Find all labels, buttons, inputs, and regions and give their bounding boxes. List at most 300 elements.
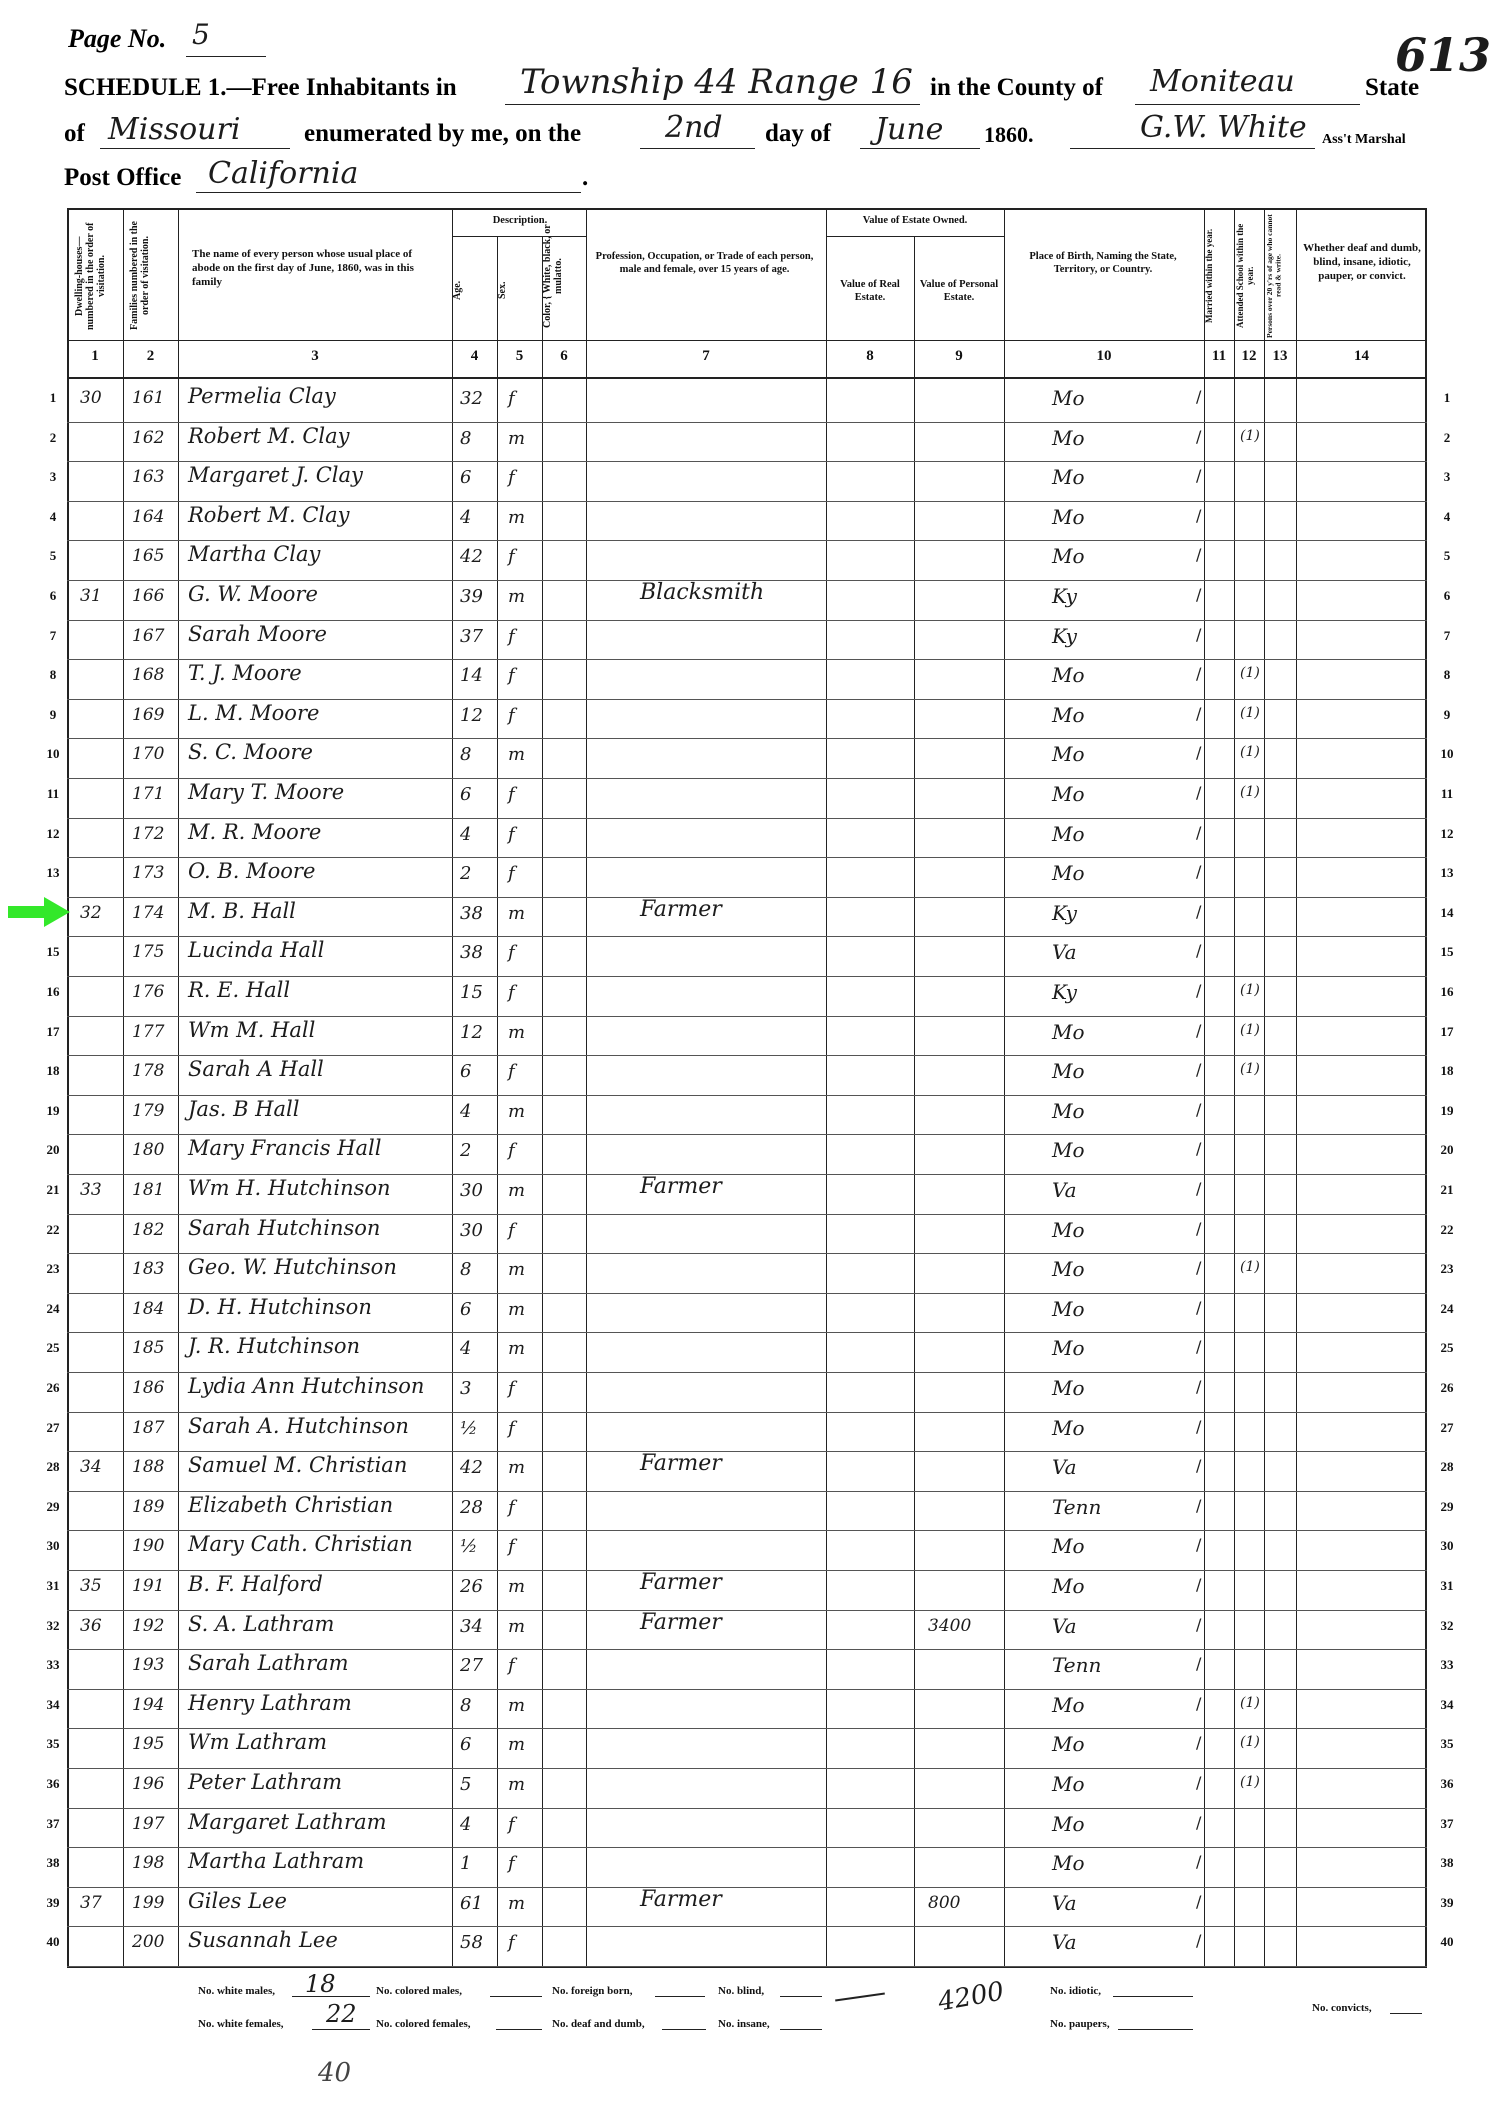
personal-estate-value: 800	[928, 1893, 961, 1913]
rule-line	[67, 1293, 1427, 1294]
line-number-right: 5	[1443, 548, 1451, 563]
rule-line	[67, 897, 1427, 898]
month: June	[875, 112, 944, 147]
rule-line	[67, 1887, 1427, 1888]
attended-school-mark: (1)	[1240, 784, 1260, 800]
person-age: 34	[460, 1616, 483, 1637]
tally-check-mark: /	[1196, 1377, 1202, 1396]
line-number-left: 21	[46, 1182, 60, 1197]
birthplace: Mo	[1052, 1376, 1085, 1400]
line-number-left: 38	[46, 1855, 60, 1870]
person-age: 8	[460, 744, 472, 765]
tally-check-mark: /	[1196, 1100, 1202, 1119]
birthplace: Mo	[1052, 663, 1085, 687]
occupation: Farmer	[640, 1451, 722, 1476]
line-number-right: 23	[1440, 1261, 1454, 1276]
person-sex: m	[508, 1180, 526, 1201]
attended-school-mark: (1)	[1240, 1695, 1260, 1711]
column-number: 7	[702, 348, 710, 364]
family-number: 166	[132, 586, 165, 606]
tally-check-mark: /	[1196, 1139, 1202, 1158]
line-number-right: 9	[1443, 707, 1451, 722]
person-name: Elizabeth Christian	[188, 1493, 394, 1517]
line-number-left: 40	[46, 1934, 60, 1949]
birthplace: Mo	[1052, 426, 1085, 450]
tally-check-mark: /	[1196, 1852, 1202, 1871]
person-sex: f	[508, 1814, 515, 1835]
rule-line	[67, 1808, 1427, 1809]
rule-line	[67, 1372, 1427, 1373]
rule-line	[67, 659, 1427, 660]
rule-line	[67, 620, 1427, 621]
person-name: Mary Cath. Christian	[188, 1532, 413, 1556]
tally-check-mark: /	[1196, 1496, 1202, 1515]
birthplace: Mo	[1052, 1297, 1085, 1321]
line-number-left: 22	[46, 1222, 60, 1237]
person-sex: f	[508, 1497, 515, 1518]
family-number: 168	[132, 665, 165, 685]
line-number-left: 1	[49, 390, 57, 405]
person-age: 37	[460, 626, 483, 647]
birthplace: Ky	[1052, 980, 1077, 1004]
line-number-left: 23	[46, 1261, 60, 1276]
person-name: Wm H. Hutchinson	[188, 1176, 391, 1200]
tally-check-mark: /	[1196, 783, 1202, 802]
tally-check-mark: /	[1196, 1337, 1202, 1356]
family-number: 194	[132, 1695, 165, 1715]
rule-line	[67, 501, 1427, 502]
family-number: 200	[132, 1932, 165, 1952]
family-number: 176	[132, 982, 165, 1002]
rule-line	[67, 818, 1427, 819]
line-number-right: 10	[1440, 746, 1454, 761]
line-number-left: 11	[46, 786, 60, 801]
person-sex: f	[508, 942, 515, 963]
colored-females-label: No. colored females,	[376, 2018, 471, 2030]
attended-school-mark: (1)	[1240, 705, 1260, 721]
attended-school-mark: (1)	[1240, 1734, 1260, 1750]
birthplace: Va	[1052, 1614, 1077, 1638]
person-age: 8	[460, 428, 472, 449]
tally-check-mark: /	[1196, 1456, 1202, 1475]
birthplace: Mo	[1052, 1020, 1085, 1044]
family-number: 161	[132, 388, 165, 408]
person-sex: m	[508, 1259, 526, 1280]
line-number-right: 25	[1440, 1340, 1454, 1355]
tally-check-mark: /	[1196, 545, 1202, 564]
tally-check-mark: /	[1196, 743, 1202, 762]
rule-line	[67, 1451, 1427, 1452]
post-office-period: .	[582, 164, 589, 191]
line-number-right: 31	[1440, 1578, 1454, 1593]
person-name: Margaret J. Clay	[188, 463, 363, 487]
line-number-left: 3	[49, 469, 57, 484]
year: 1860.	[984, 122, 1034, 147]
rule-line	[542, 236, 543, 1968]
person-name: L. M. Moore	[188, 701, 320, 725]
family-number: 184	[132, 1299, 165, 1319]
person-name: D. H. Hutchinson	[188, 1295, 372, 1319]
person-sex: f	[508, 546, 515, 567]
person-name: Mary Francis Hall	[188, 1136, 382, 1160]
dwelling-number: 34	[80, 1457, 102, 1477]
blind-label: No. blind,	[718, 1985, 765, 1997]
person-name: B. F. Halford	[188, 1572, 323, 1596]
birthplace: Va	[1052, 1455, 1077, 1479]
line-number-left: 9	[49, 707, 57, 722]
rule-line	[123, 208, 124, 1968]
column-number: 4	[470, 348, 479, 364]
birthplace: Va	[1052, 940, 1077, 964]
person-name: Sarah Hutchinson	[188, 1216, 381, 1240]
person-age: ½	[460, 1536, 478, 1557]
rule-line	[67, 1174, 1427, 1175]
person-age: 4	[460, 1814, 472, 1835]
rule-line	[67, 1214, 1427, 1215]
person-age: 28	[460, 1497, 483, 1518]
person-name: Mary T. Moore	[188, 780, 345, 804]
person-age: 4	[460, 1101, 472, 1122]
post-office-label: Post Office	[64, 164, 182, 191]
tally-check-mark: /	[1196, 1298, 1202, 1317]
personal-estate-total: 4200	[935, 1976, 1007, 2018]
line-number-left: 8	[49, 667, 57, 682]
occupation: Farmer	[640, 897, 722, 922]
person-name: Wm Lathram	[188, 1730, 328, 1754]
tally-check-mark: /	[1196, 664, 1202, 683]
rule-line	[914, 236, 915, 1968]
line-number-left: 16	[46, 984, 60, 999]
person-sex: f	[508, 1536, 515, 1557]
birthplace: Tenn	[1052, 1653, 1102, 1677]
person-name: Susannah Lee	[188, 1928, 338, 1952]
line-number-right: 15	[1440, 944, 1454, 959]
line-number-right: 3	[1443, 469, 1451, 484]
deaf-dumb-label: No. deaf and dumb,	[552, 2018, 645, 2030]
person-age: 4	[460, 1338, 472, 1359]
column-number: 9	[955, 348, 963, 364]
column-number: 3	[311, 348, 319, 364]
county: Moniteau	[1150, 64, 1295, 99]
person-age: 30	[460, 1220, 483, 1241]
person-age: 61	[460, 1893, 483, 1914]
person-name: S. A. Lathram	[188, 1612, 335, 1636]
page-number: 5	[192, 18, 210, 51]
rule-line	[67, 461, 1427, 462]
tally-check-mark: /	[1196, 1535, 1202, 1554]
birthplace: Mo	[1052, 1772, 1085, 1796]
line-number-left: 25	[46, 1340, 60, 1355]
line-number-left: 20	[46, 1142, 60, 1157]
person-age: 4	[460, 824, 472, 845]
tally-check-mark: /	[1196, 387, 1202, 406]
birthplace: Ky	[1052, 624, 1077, 648]
line-number-left: 24	[46, 1301, 60, 1316]
rule-line	[67, 540, 1427, 541]
birthplace: Mo	[1052, 1416, 1085, 1440]
person-age: 3	[460, 1378, 472, 1399]
rule-line	[497, 236, 498, 1968]
column-number: 11	[1211, 348, 1227, 364]
line-number-right: 1	[1443, 390, 1451, 405]
person-sex: f	[508, 982, 515, 1003]
occupation: Blacksmith	[640, 580, 765, 605]
rule-line	[1004, 208, 1005, 1968]
family-number: 191	[132, 1576, 165, 1596]
line-number-right: 8	[1443, 667, 1451, 682]
state-label: State	[1365, 74, 1420, 101]
attended-school-mark: (1)	[1240, 744, 1260, 760]
line-number-left: 34	[46, 1697, 60, 1712]
person-name: O. B. Moore	[188, 859, 316, 883]
person-sex: f	[508, 1853, 515, 1874]
line-number-right: 13	[1440, 865, 1454, 880]
person-sex: m	[508, 1893, 526, 1914]
rule-line	[452, 208, 453, 1968]
line-number-left: 33	[46, 1657, 60, 1672]
marshal-name: G.W. White	[1140, 110, 1307, 145]
line-number-left: 2	[49, 430, 57, 445]
line-number-right: 32	[1440, 1618, 1454, 1633]
tally-check-mark: /	[1196, 1575, 1202, 1594]
person-sex: m	[508, 1734, 526, 1755]
attended-school-mark: (1)	[1240, 1774, 1260, 1790]
colored-males-label: No. colored males,	[376, 1985, 462, 1997]
line-number-left: 17	[46, 1024, 60, 1039]
line-number-right: 11	[1440, 786, 1454, 801]
rule-line	[67, 1095, 1427, 1096]
person-age: 39	[460, 586, 483, 607]
line-number-left: 29	[46, 1499, 60, 1514]
col-color-header: Color, { White, black, or mulatto.	[542, 224, 564, 328]
personal-estate-value: 3400	[928, 1616, 972, 1636]
person-sex: m	[508, 1299, 526, 1320]
family-number: 195	[132, 1734, 165, 1754]
rule-line	[67, 422, 1427, 423]
line-number-left: 19	[46, 1103, 60, 1118]
line-number-left: 15	[46, 944, 60, 959]
white-females-count: 22	[326, 2000, 357, 2028]
person-age: 8	[460, 1259, 472, 1280]
dwelling-number: 36	[80, 1616, 102, 1636]
line-number-right: 16	[1440, 984, 1454, 999]
person-name: Sarah Lathram	[188, 1651, 349, 1675]
white-males-label: No. white males,	[198, 1985, 275, 1997]
birthplace: Mo	[1052, 465, 1085, 489]
col-sex-header: Sex.	[497, 281, 508, 299]
green-arrow-icon	[8, 895, 72, 929]
tally-check-mark: /	[1196, 1733, 1202, 1752]
tally-check-mark: /	[1196, 1179, 1202, 1198]
line-number-right: 40	[1440, 1934, 1454, 1949]
person-name: Robert M. Clay	[188, 503, 350, 527]
col-real-estate-header: Value of Real Estate.	[840, 279, 900, 304]
line-number-left: 27	[46, 1420, 60, 1435]
col-dwelling-header: Dwelling-houses—numbered in the order of visitation.	[74, 222, 107, 330]
family-number: 187	[132, 1418, 165, 1438]
column-number: 6	[560, 348, 568, 364]
column-number: 10	[1096, 348, 1112, 364]
person-name: Henry Lathram	[188, 1691, 352, 1715]
line-number-right: 33	[1440, 1657, 1454, 1672]
line-number-right: 2	[1443, 430, 1451, 445]
tally-check-mark: /	[1196, 981, 1202, 1000]
person-sex: m	[508, 1101, 526, 1122]
person-sex: m	[508, 744, 526, 765]
line-number-left: 37	[46, 1816, 60, 1831]
foreign-born-label: No. foreign born,	[552, 1985, 633, 1997]
person-name: J. R. Hutchinson	[188, 1334, 361, 1358]
person-name: Geo. W. Hutchinson	[188, 1255, 397, 1279]
birthplace: Mo	[1052, 703, 1085, 727]
person-age: 30	[460, 1180, 483, 1201]
line-number-left: 31	[46, 1578, 60, 1593]
person-age: 26	[460, 1576, 483, 1597]
person-sex: m	[508, 1695, 526, 1716]
line-number-right: 18	[1440, 1063, 1454, 1078]
real-estate-total-dash	[835, 1993, 885, 2002]
person-age: 12	[460, 705, 483, 726]
line-number-right: 30	[1440, 1538, 1454, 1553]
birthplace: Mo	[1052, 1534, 1085, 1558]
person-name: Martha Lathram	[188, 1849, 365, 1873]
line-number-left: 35	[46, 1736, 60, 1751]
person-name: Lydia Ann Hutchinson	[188, 1374, 425, 1398]
birthplace: Mo	[1052, 782, 1085, 806]
person-name: Jas. B Hall	[188, 1097, 300, 1121]
family-number: 183	[132, 1259, 165, 1279]
family-number: 164	[132, 507, 165, 527]
person-name: Sarah Moore	[188, 622, 327, 646]
page-label: Page No.	[68, 24, 167, 53]
rule-line	[1234, 208, 1235, 1968]
birthplace: Mo	[1052, 1812, 1085, 1836]
family-number: 196	[132, 1774, 165, 1794]
person-age: 1	[460, 1853, 472, 1874]
rule-line	[67, 976, 1427, 977]
column-number: 14	[1354, 348, 1369, 364]
person-sex: f	[508, 863, 515, 884]
dwelling-number: 33	[80, 1180, 102, 1200]
person-sex: f	[508, 1220, 515, 1241]
person-name: Peter Lathram	[188, 1770, 343, 1794]
family-number: 190	[132, 1536, 165, 1556]
dwelling-number: 35	[80, 1576, 102, 1596]
person-sex: m	[508, 1022, 526, 1043]
of-label: of	[64, 120, 85, 147]
dwelling-number: 31	[80, 586, 102, 606]
white-males-count: 18	[305, 1970, 336, 1998]
birthplace: Ky	[1052, 901, 1077, 925]
family-number: 167	[132, 626, 165, 646]
line-number-right: 6	[1443, 588, 1451, 603]
line-number-right: 26	[1440, 1380, 1454, 1395]
rule-line	[67, 1016, 1427, 1017]
person-age: 32	[460, 388, 483, 409]
col-family-header: Families numbered in the order of visitation.	[129, 221, 151, 331]
attended-school-mark: (1)	[1240, 1061, 1260, 1077]
birthplace: Mo	[1052, 1059, 1085, 1083]
family-number: 172	[132, 824, 165, 844]
line-number-left: 18	[46, 1063, 60, 1078]
family-number: 165	[132, 546, 165, 566]
birthplace: Mo	[1052, 1851, 1085, 1875]
person-sex: f	[508, 626, 515, 647]
line-number-left: 6	[49, 588, 57, 603]
family-number: 189	[132, 1497, 165, 1517]
dwelling-number: 30	[80, 388, 102, 408]
person-name: Wm M. Hall	[188, 1018, 316, 1042]
rule-line	[67, 1847, 1427, 1848]
rule-line	[67, 1728, 1427, 1729]
rule-line	[826, 208, 827, 1968]
col-occupation-header: Profession, Occupation, or Trade of each person, male and female, over 15 years of age.	[595, 251, 814, 276]
person-sex: m	[508, 586, 526, 607]
tally-check-mark: /	[1196, 704, 1202, 723]
rule-line	[178, 208, 179, 1968]
person-sex: f	[508, 665, 515, 686]
family-number: 170	[132, 744, 165, 764]
rule-line	[67, 1491, 1427, 1492]
rule-line	[1264, 208, 1265, 1968]
birthplace: Mo	[1052, 1693, 1085, 1717]
day: 2nd	[665, 110, 723, 145]
family-number: 175	[132, 942, 165, 962]
line-number-left: 32	[46, 1618, 60, 1633]
tally-check-mark: /	[1196, 1694, 1202, 1713]
line-number-right: 7	[1443, 628, 1451, 643]
rule-line	[1204, 208, 1205, 1968]
col-age-header: Age.	[452, 280, 463, 300]
tally-check-mark: /	[1196, 902, 1202, 921]
family-number: 197	[132, 1814, 165, 1834]
line-number-left: 26	[46, 1380, 60, 1395]
rule-line	[1296, 208, 1297, 1968]
line-number-right: 37	[1440, 1816, 1454, 1831]
line-number-right: 38	[1440, 1855, 1454, 1870]
birthplace: Mo	[1052, 861, 1085, 885]
column-number: 8	[866, 348, 874, 364]
line-number-right: 21	[1440, 1182, 1454, 1197]
line-number-right: 35	[1440, 1736, 1454, 1751]
person-sex: f	[508, 1418, 515, 1439]
person-age: ½	[460, 1418, 478, 1439]
birthplace: Va	[1052, 1930, 1077, 1954]
family-number: 174	[132, 903, 165, 923]
rule-line	[67, 1689, 1427, 1690]
family-number: 180	[132, 1140, 165, 1160]
line-number-right: 14	[1440, 905, 1454, 920]
person-sex: f	[508, 467, 515, 488]
rule-line	[67, 936, 1427, 937]
person-name: T. J. Moore	[188, 661, 302, 685]
line-number-right: 29	[1440, 1499, 1454, 1514]
tally-check-mark: /	[1196, 1219, 1202, 1238]
birthplace: Mo	[1052, 544, 1085, 568]
rule-line	[67, 1966, 1427, 1967]
tally-check-mark: /	[1196, 1931, 1202, 1950]
person-age: 12	[460, 1022, 483, 1043]
rule-line	[67, 1926, 1427, 1927]
rule-line	[67, 1768, 1427, 1769]
birthplace: Tenn	[1052, 1495, 1102, 1519]
line-number-left: 12	[46, 826, 60, 841]
person-sex: f	[508, 1061, 515, 1082]
person-name: R. E. Hall	[188, 978, 291, 1002]
person-age: 2	[460, 1140, 472, 1161]
line-number-left: 5	[49, 548, 57, 563]
rule-line	[67, 1055, 1427, 1056]
